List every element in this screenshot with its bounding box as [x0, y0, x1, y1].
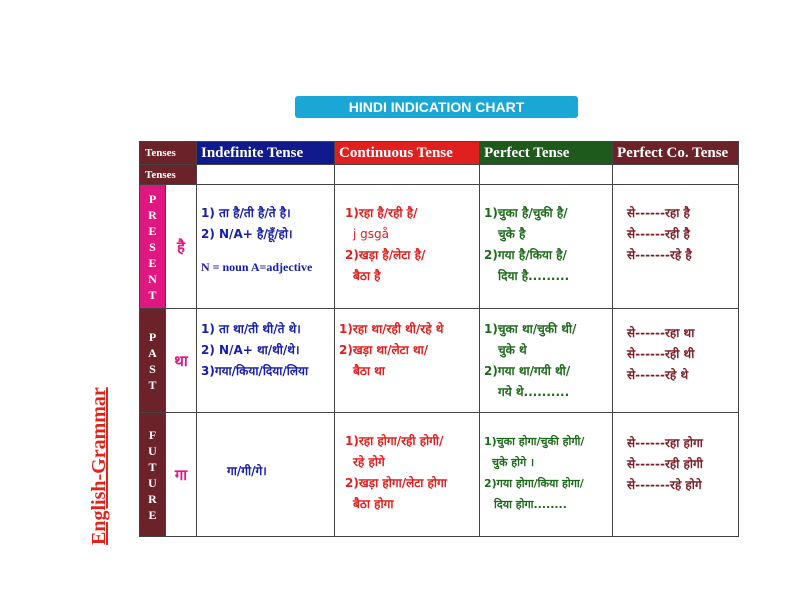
- past-continuous: 1)रहा था/रही थी/रहे थे 2)खड़ा था/लेटा था/ बैठा था: [335, 309, 480, 413]
- present-continuous: 1)रहा है/रही है/ j gsgå 2)खड़ा है/लेटा है/ बैठा है: [335, 185, 480, 309]
- future-perfect-co: से------रहा होगा से------रही होगी से-------रहे होगे: [613, 413, 739, 537]
- future-indefinite: गा/गी/गे।: [197, 413, 335, 537]
- present-perfect-co: से------रहा है से------रही है से-------रहे है: [613, 185, 739, 309]
- header-perfect-co: Perfect Co. Tense: [613, 142, 739, 165]
- present-indefinite: 1) ता है/ती है/ते है। 2) N/A+ है/हूँ/हो। N = noun A=adjective: [197, 185, 335, 309]
- past-marker: था: [166, 309, 197, 413]
- header-tenses: Tenses: [140, 142, 197, 165]
- header-indefinite: Indefinite Tense: [197, 142, 335, 165]
- empty-cell: [335, 165, 480, 185]
- empty-cell: [197, 165, 335, 185]
- empty-cell: [613, 165, 739, 185]
- chart-title: HINDI INDICATION CHART: [295, 96, 578, 118]
- past-label: P A S T: [140, 309, 166, 413]
- empty-cell: [480, 165, 613, 185]
- note-text: N = noun A=adjective: [201, 260, 313, 274]
- present-marker: है: [166, 185, 197, 309]
- side-label: English-Grammar: [88, 387, 110, 545]
- past-perfect: 1)चुका था/चुकी थी/ चुके थे 2)गया था/गयी थी/ गये थे..........: [480, 309, 613, 413]
- future-continuous: 1)रहा होगा/रही होगी/ रहे होगे 2)खड़ा होगा/लेटा होगा बैठा होगा: [335, 413, 480, 537]
- present-label: P R E S E N T: [140, 185, 166, 309]
- header-row: [140, 142, 739, 165]
- header-perfect: Perfect Tense: [480, 142, 613, 165]
- subheader-row: [140, 165, 739, 185]
- subheader-tenses: Tenses: [140, 165, 197, 185]
- future-marker: गा: [166, 413, 197, 537]
- present-perfect: 1)चुका है/चुकी है/ चुके है 2)गया है/किया है/ दिया है.........: [480, 185, 613, 309]
- tense-table: [139, 141, 739, 537]
- present-row: [140, 185, 739, 309]
- past-row: [140, 309, 739, 413]
- future-perfect: 1)चुका होगा/चुकी होगी/ चुके होगे । 2)गया होगा/किया होगा/ दिया होगा........: [480, 413, 613, 537]
- past-indefinite: 1) ता था/ती थी/ते थे। 2) N/A+ था/थी/थे। 3)गया/किया/दिया/लिया: [197, 309, 335, 413]
- future-row: [140, 413, 739, 537]
- future-label: F U T U R E: [140, 413, 166, 537]
- header-continuous: Continuous Tense: [335, 142, 480, 165]
- past-perfect-co: से------रहा था से------रही थी से------रहे थे: [613, 309, 739, 413]
